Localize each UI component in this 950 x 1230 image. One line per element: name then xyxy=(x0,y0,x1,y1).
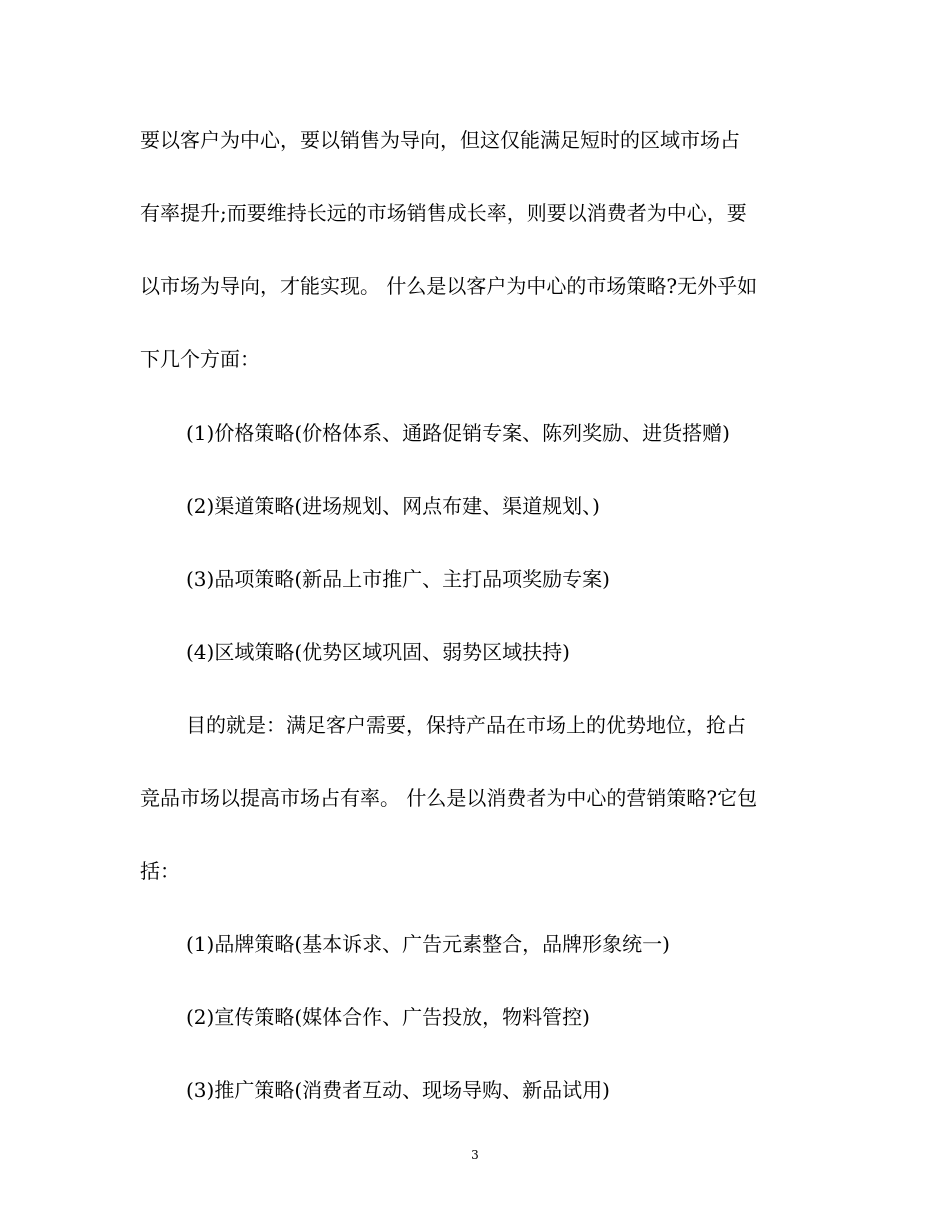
list-item: (3)品项策略(新品上市推广、主打品项奖励专案) xyxy=(186,567,610,591)
paragraph-line: 以市场为导向，才能实现。 什么是以客户为中心的市场策略?无外乎如 xyxy=(140,274,758,298)
paragraph-line: 括： xyxy=(140,859,180,883)
paragraph-line: 竞品市场以提高市场占有率。 什么是以消费者为中心的营销策略?它包 xyxy=(140,786,758,810)
page-number: 3 xyxy=(471,1148,479,1162)
paragraph-line: 目的就是：满足客户需要，保持产品在市场上的优势地位，抢占 xyxy=(186,713,746,737)
list-item: (3)推广策略(消费者互动、现场导购、新品试用) xyxy=(186,1078,610,1102)
list-item: (1)价格策略(价格体系、通路促销专案、陈列奖励、进货搭赠) xyxy=(186,421,730,445)
list-item: (2)宣传策略(媒体合作、广告投放，物料管控) xyxy=(186,1005,590,1029)
paragraph-line: 有率提升;而要维持长远的市场销售成长率，则要以消费者为中心，要 xyxy=(140,201,747,225)
list-item: (2)渠道策略(进场规划、网点布建、渠道规划、) xyxy=(186,494,600,518)
paragraph-line: 要以客户为中心，要以销售为导向，但这仅能满足短时的区域市场占 xyxy=(140,128,740,152)
paragraph-line: 下几个方面： xyxy=(140,347,260,371)
list-item: (4)区域策略(优势区域巩固、弱势区域扶持) xyxy=(186,640,570,664)
list-item: (1)品牌策略(基本诉求、广告元素整合，品牌形象统一) xyxy=(186,932,670,956)
